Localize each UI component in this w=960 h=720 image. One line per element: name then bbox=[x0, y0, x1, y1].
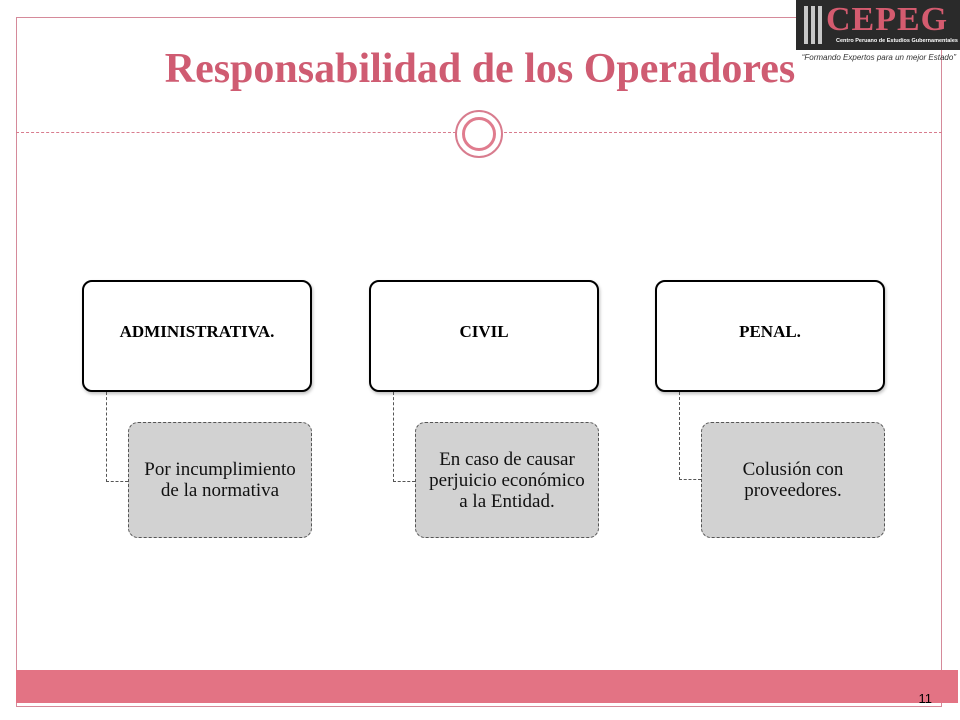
category-card-administrativa bbox=[82, 280, 312, 392]
category-connector bbox=[679, 392, 701, 480]
title-divider-right bbox=[504, 132, 942, 133]
category-label: PENAL. bbox=[739, 322, 801, 341]
slide-title: Responsabilidad de los Operadores bbox=[164, 46, 796, 92]
category-description-administrativa bbox=[128, 422, 312, 538]
category-label: CIVIL bbox=[459, 322, 509, 341]
category-connector bbox=[393, 392, 415, 482]
logo-box bbox=[796, 0, 960, 50]
circle-ornament-icon bbox=[455, 110, 503, 158]
logo-tagline: “Formando Expertos para un mejor Estado” bbox=[801, 53, 956, 62]
category-description: Por incumplimiento de la normativa bbox=[144, 459, 296, 501]
category-description-civil bbox=[415, 422, 599, 538]
logo-name: CEPEG bbox=[826, 1, 949, 38]
category-description: Colusión con proveedores. bbox=[742, 459, 844, 501]
title-divider-left bbox=[16, 132, 456, 133]
category-description-penal bbox=[701, 422, 885, 538]
logo-subtitle: Centro Peruano de Estudios Gubernamentales bbox=[836, 38, 958, 44]
category-description: En caso de causar perjuicio económico a la Entidad. bbox=[429, 448, 585, 512]
category-card-penal bbox=[655, 280, 885, 392]
footer-bar bbox=[16, 670, 958, 703]
page-number: 11 bbox=[918, 691, 932, 706]
category-card-civil bbox=[369, 280, 599, 392]
columns-icon bbox=[804, 6, 822, 44]
category-label: ADMINISTRATIVA. bbox=[119, 322, 275, 341]
category-connector bbox=[106, 392, 128, 482]
